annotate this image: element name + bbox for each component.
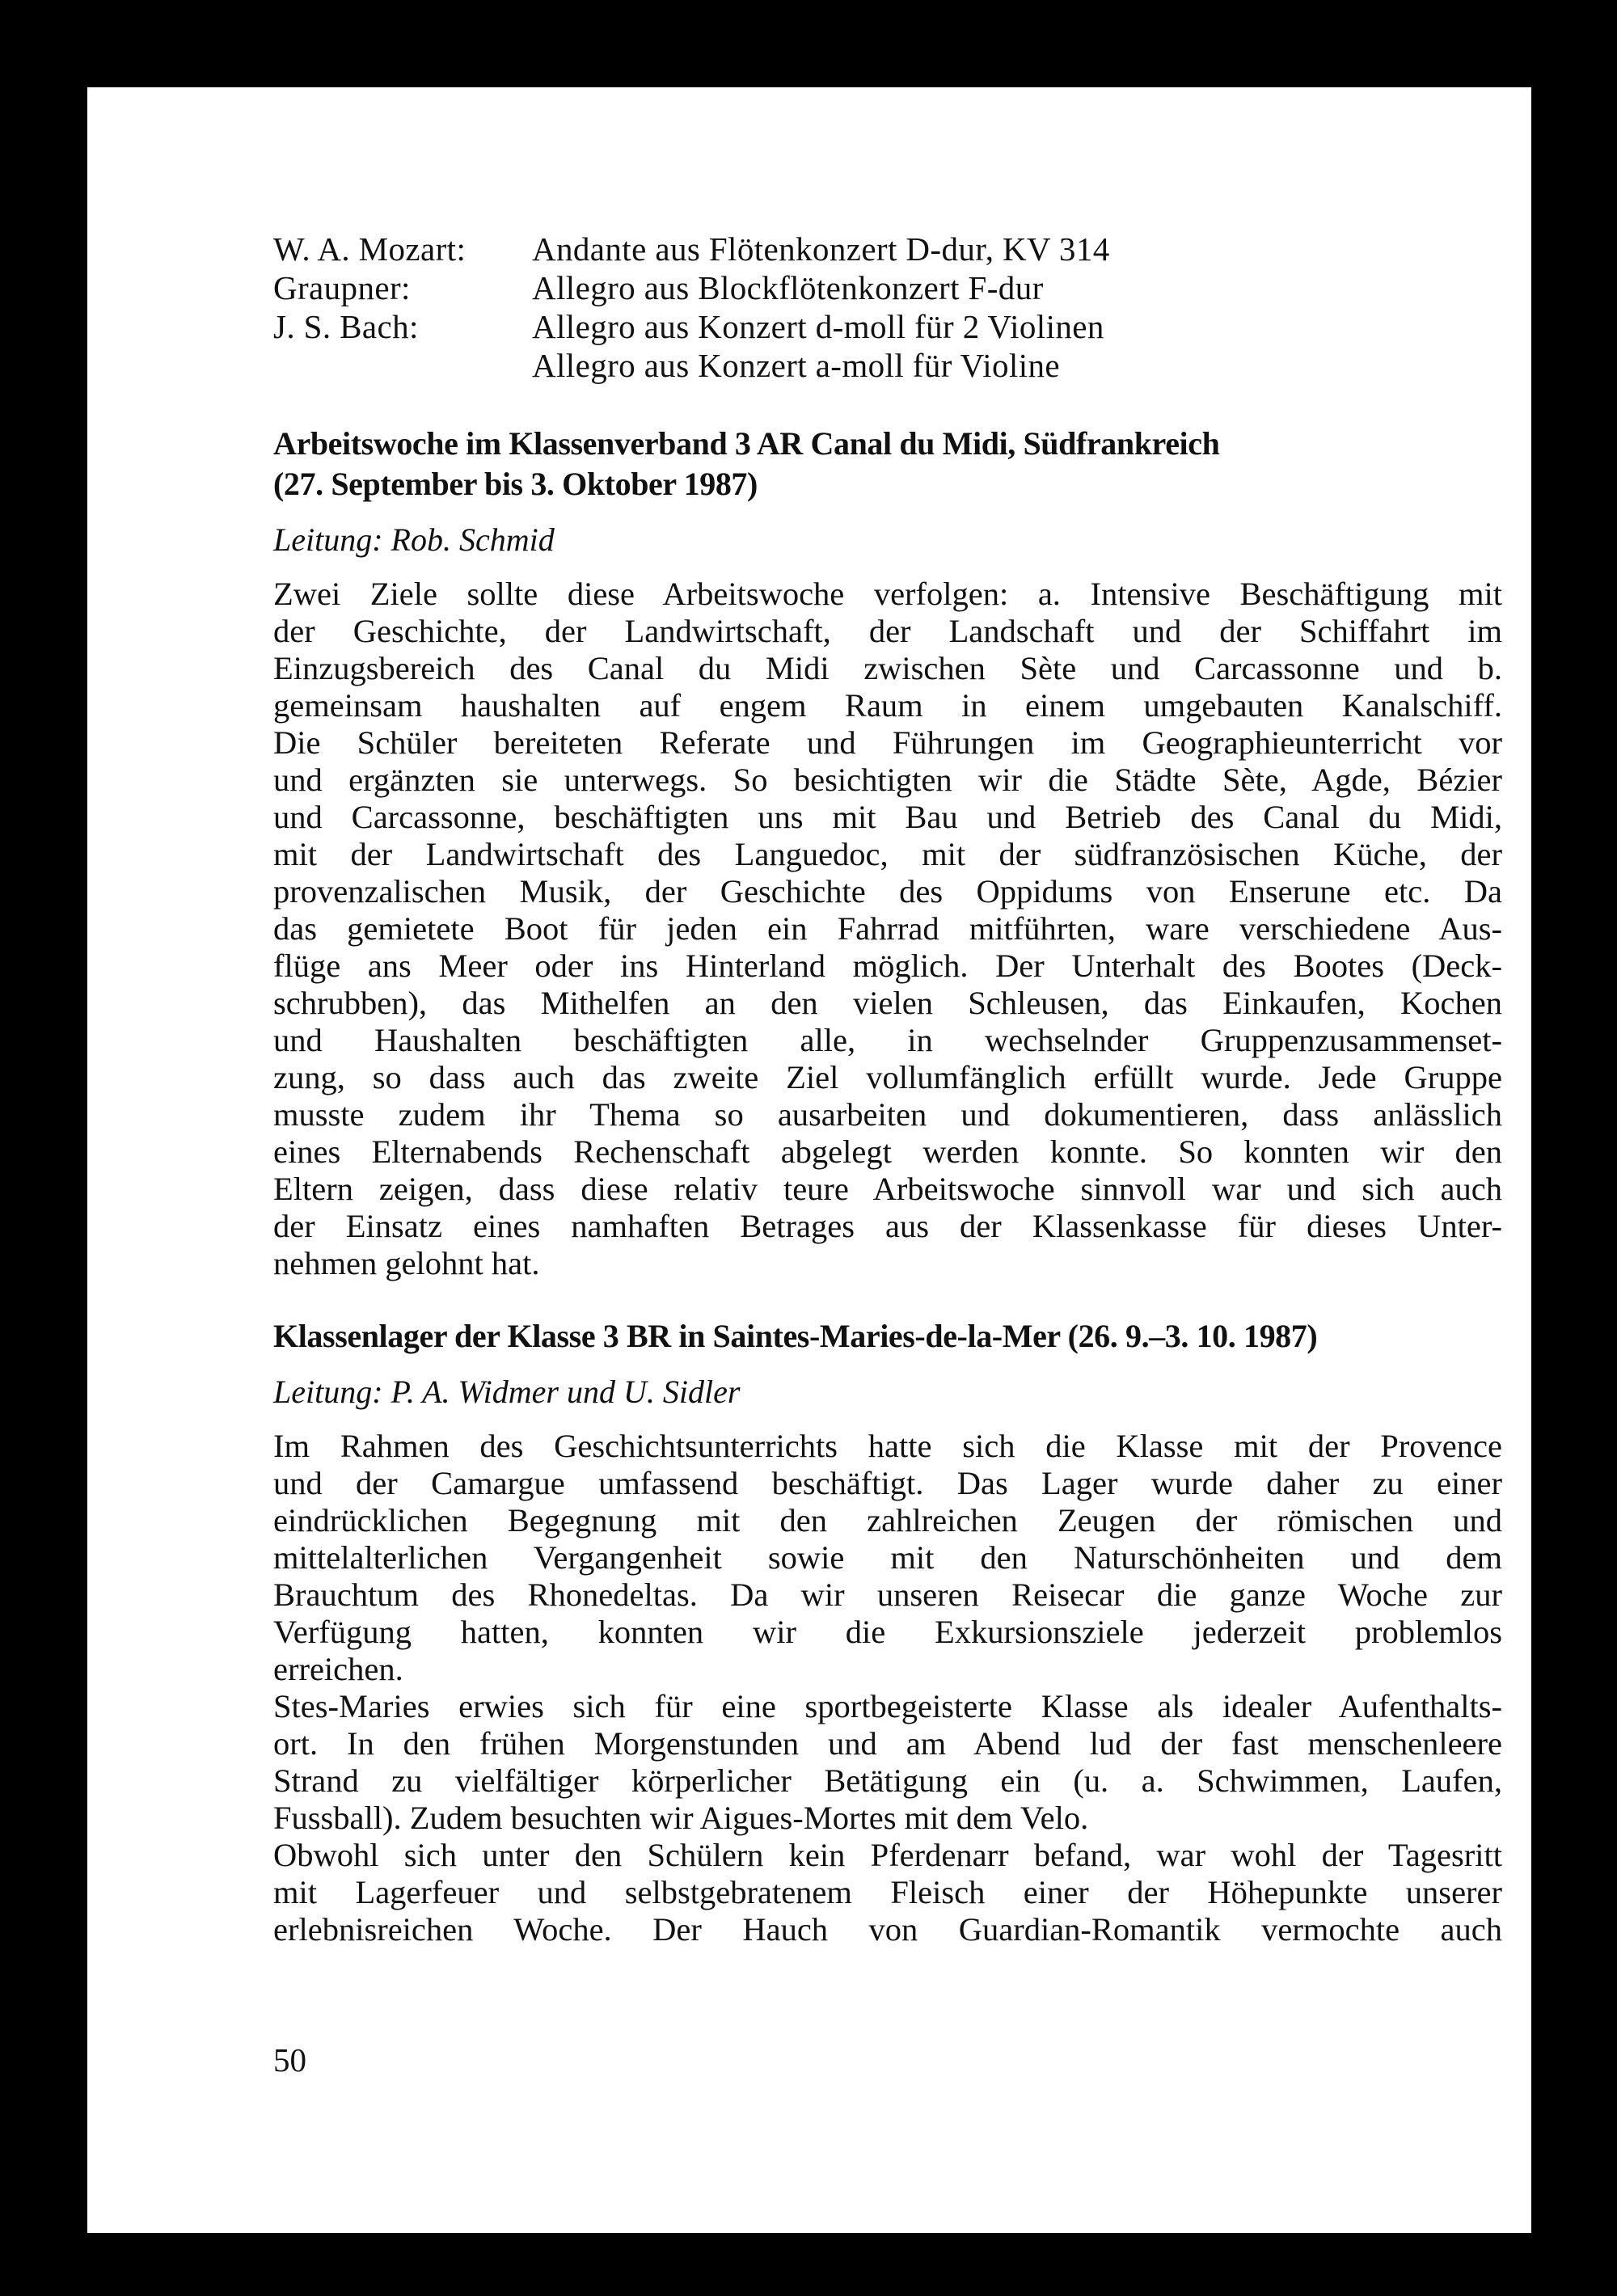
text-line: Obwohl sich unter den Schülern kein Pferdenarr befand, war wohl der Tagesritt [273,1837,1502,1873]
text-line: gemeinsam haushalten auf engem Raum in einem umgebauten Kanalschiff. [273,687,1502,724]
document-page [87,87,1531,2233]
text-line: der Einsatz eines namhaften Betrages aus der Klassenkasse für dieses Unter- [273,1208,1502,1244]
text-line: schrubben), das Mithelfen an den vielen Schleusen, das Einkaufen, Kochen [273,985,1502,1021]
text-line: ort. In den frühen Morgenstunden und am Abend lud der fast menschenleere [273,1725,1502,1762]
section1-leitung: Leitung: Rob. Schmid [273,521,555,558]
text-line: musste zudem ihr Thema so ausarbeiten und dokumentieren, dass anlässlich [273,1096,1502,1133]
text-line: Zwei Ziele sollte diese Arbeitswoche verfolgen: a. Intensive Beschäftigung mit [273,576,1502,612]
text-line: Die Schüler bereiteten Referate und Führungen im Geographieunterricht vor [273,724,1502,761]
page-content [273,230,1502,1948]
text-line: Brauchtum des Rhonedeltas. Da wir unseren Reisecar die ganze Woche zur [273,1576,1502,1613]
text-line: und der Camargue umfassend beschäftigt. Das Lager wurde daher zu einer [273,1465,1502,1501]
program-row [273,268,1502,307]
text-line: mit der Landwirtschaft des Languedoc, mit der südfranzösischen Küche, der [273,836,1502,872]
text-line: eindrücklichen Begegnung mit den zahlreichen Zeugen der römischen und [273,1502,1502,1538]
text-line: erreichen. [273,1651,403,1687]
program-composer: Graupner: [273,269,411,306]
text-line: flüge ans Meer oder ins Hinterland möglich. Der Unterhalt des Bootes (Deck- [273,948,1502,984]
text-line: und ergänzten sie unterwegs. So besichtigten wir die Städte Sète, Agde, Bézier [273,762,1502,798]
section1-heading-line: (27. September bis 3. Oktober 1987) [273,466,758,502]
text-line: das gemietete Boot für jeden ein Fahrrad mitführten, ware verschiedene Aus- [273,910,1502,947]
text-line: mittelalterlichen Vergangenheit sowie mit den Naturschönheiten und dem [273,1539,1502,1576]
program-row [273,346,1502,385]
program-composer: J. S. Bach: [273,308,419,345]
text-line: Eltern zeigen, dass diese relativ teure Arbeitswoche sinnvoll war und sich auch [273,1171,1502,1207]
text-line: nehmen gelohnt hat. [273,1245,540,1281]
program-piece: Allegro aus Konzert a-moll für Violine [532,347,1061,384]
text-line: und Haushalten beschäftigten alle, in wechselnder Gruppenzusammenset- [273,1022,1502,1058]
section1-heading-line: Arbeitswoche im Klassenverband 3 AR Canal du Midi, Südfrankreich [273,425,1220,462]
text-line: Im Rahmen des Geschichtsunterrichts hatte sich die Klasse mit der Provence [273,1428,1502,1464]
text-line: Einzugsbereich des Canal du Midi zwischen Sète und Carcassonne und b. [273,650,1502,686]
program-piece: Andante aus Flötenkonzert D-dur, KV 314 [532,230,1110,268]
program-composer: W. A. Mozart: [273,230,467,268]
text-line: Fussball). Zudem besuchten wir Aigues-Mortes mit dem Velo. [273,1800,1089,1836]
program-piece: Allegro aus Konzert d-moll für 2 Violinen [532,308,1104,345]
text-line: Stes-Maries erwies sich für eine sportbegeisterte Klasse als idealer Aufenthalts- [273,1688,1502,1724]
text-line: Strand zu vielfältiger körperlicher Betätigung ein (u. a. Schwimmen, Laufen, [273,1762,1502,1799]
text-line: provenzalischen Musik, der Geschichte des Oppidums von Enserune etc. Da [273,873,1502,910]
text-line: zung, so dass auch das zweite Ziel vollumfänglich erfüllt wurde. Jede Gruppe [273,1059,1502,1095]
text-line: eines Elternabends Rechenschaft abgelegt werden konnte. So konnten wir den [273,1133,1502,1170]
section1-heading [273,424,1502,504]
text-line: erlebnisreichen Woche. Der Hauch von Guardian-Romantik vermochte auch [273,1911,1502,1948]
section2-body [273,1428,1502,1948]
section1-body [273,576,1502,1282]
text-line: der Geschichte, der Landwirtschaft, der Landschaft und der Schiffahrt im [273,613,1502,649]
section2-heading-line: Klassenlager der Klasse 3 BR in Saintes-Maries-de-la-Mer (26. 9.–3. 10. 1987) [273,1318,1318,1354]
text-line: mit Lagerfeuer und selbstgebratenem Fleisch einer der Höhepunkte unserer [273,1874,1502,1910]
text-line: Verfügung hatten, konnten wir die Exkursionsziele jederzeit problemlos [273,1614,1502,1650]
program-piece: Allegro aus Blockflötenkonzert F-dur [532,269,1044,306]
program-list [273,230,1502,385]
section2-heading [273,1316,1502,1357]
page-number: 50 [273,2041,306,2079]
program-row [273,230,1502,268]
program-composer [273,346,532,385]
program-row [273,307,1502,346]
text-line: und Carcassonne, beschäftigten uns mit Bau und Betrieb des Canal du Midi, [273,799,1502,835]
section2-leitung: Leitung: P. A. Widmer und U. Sidler [273,1374,741,1410]
